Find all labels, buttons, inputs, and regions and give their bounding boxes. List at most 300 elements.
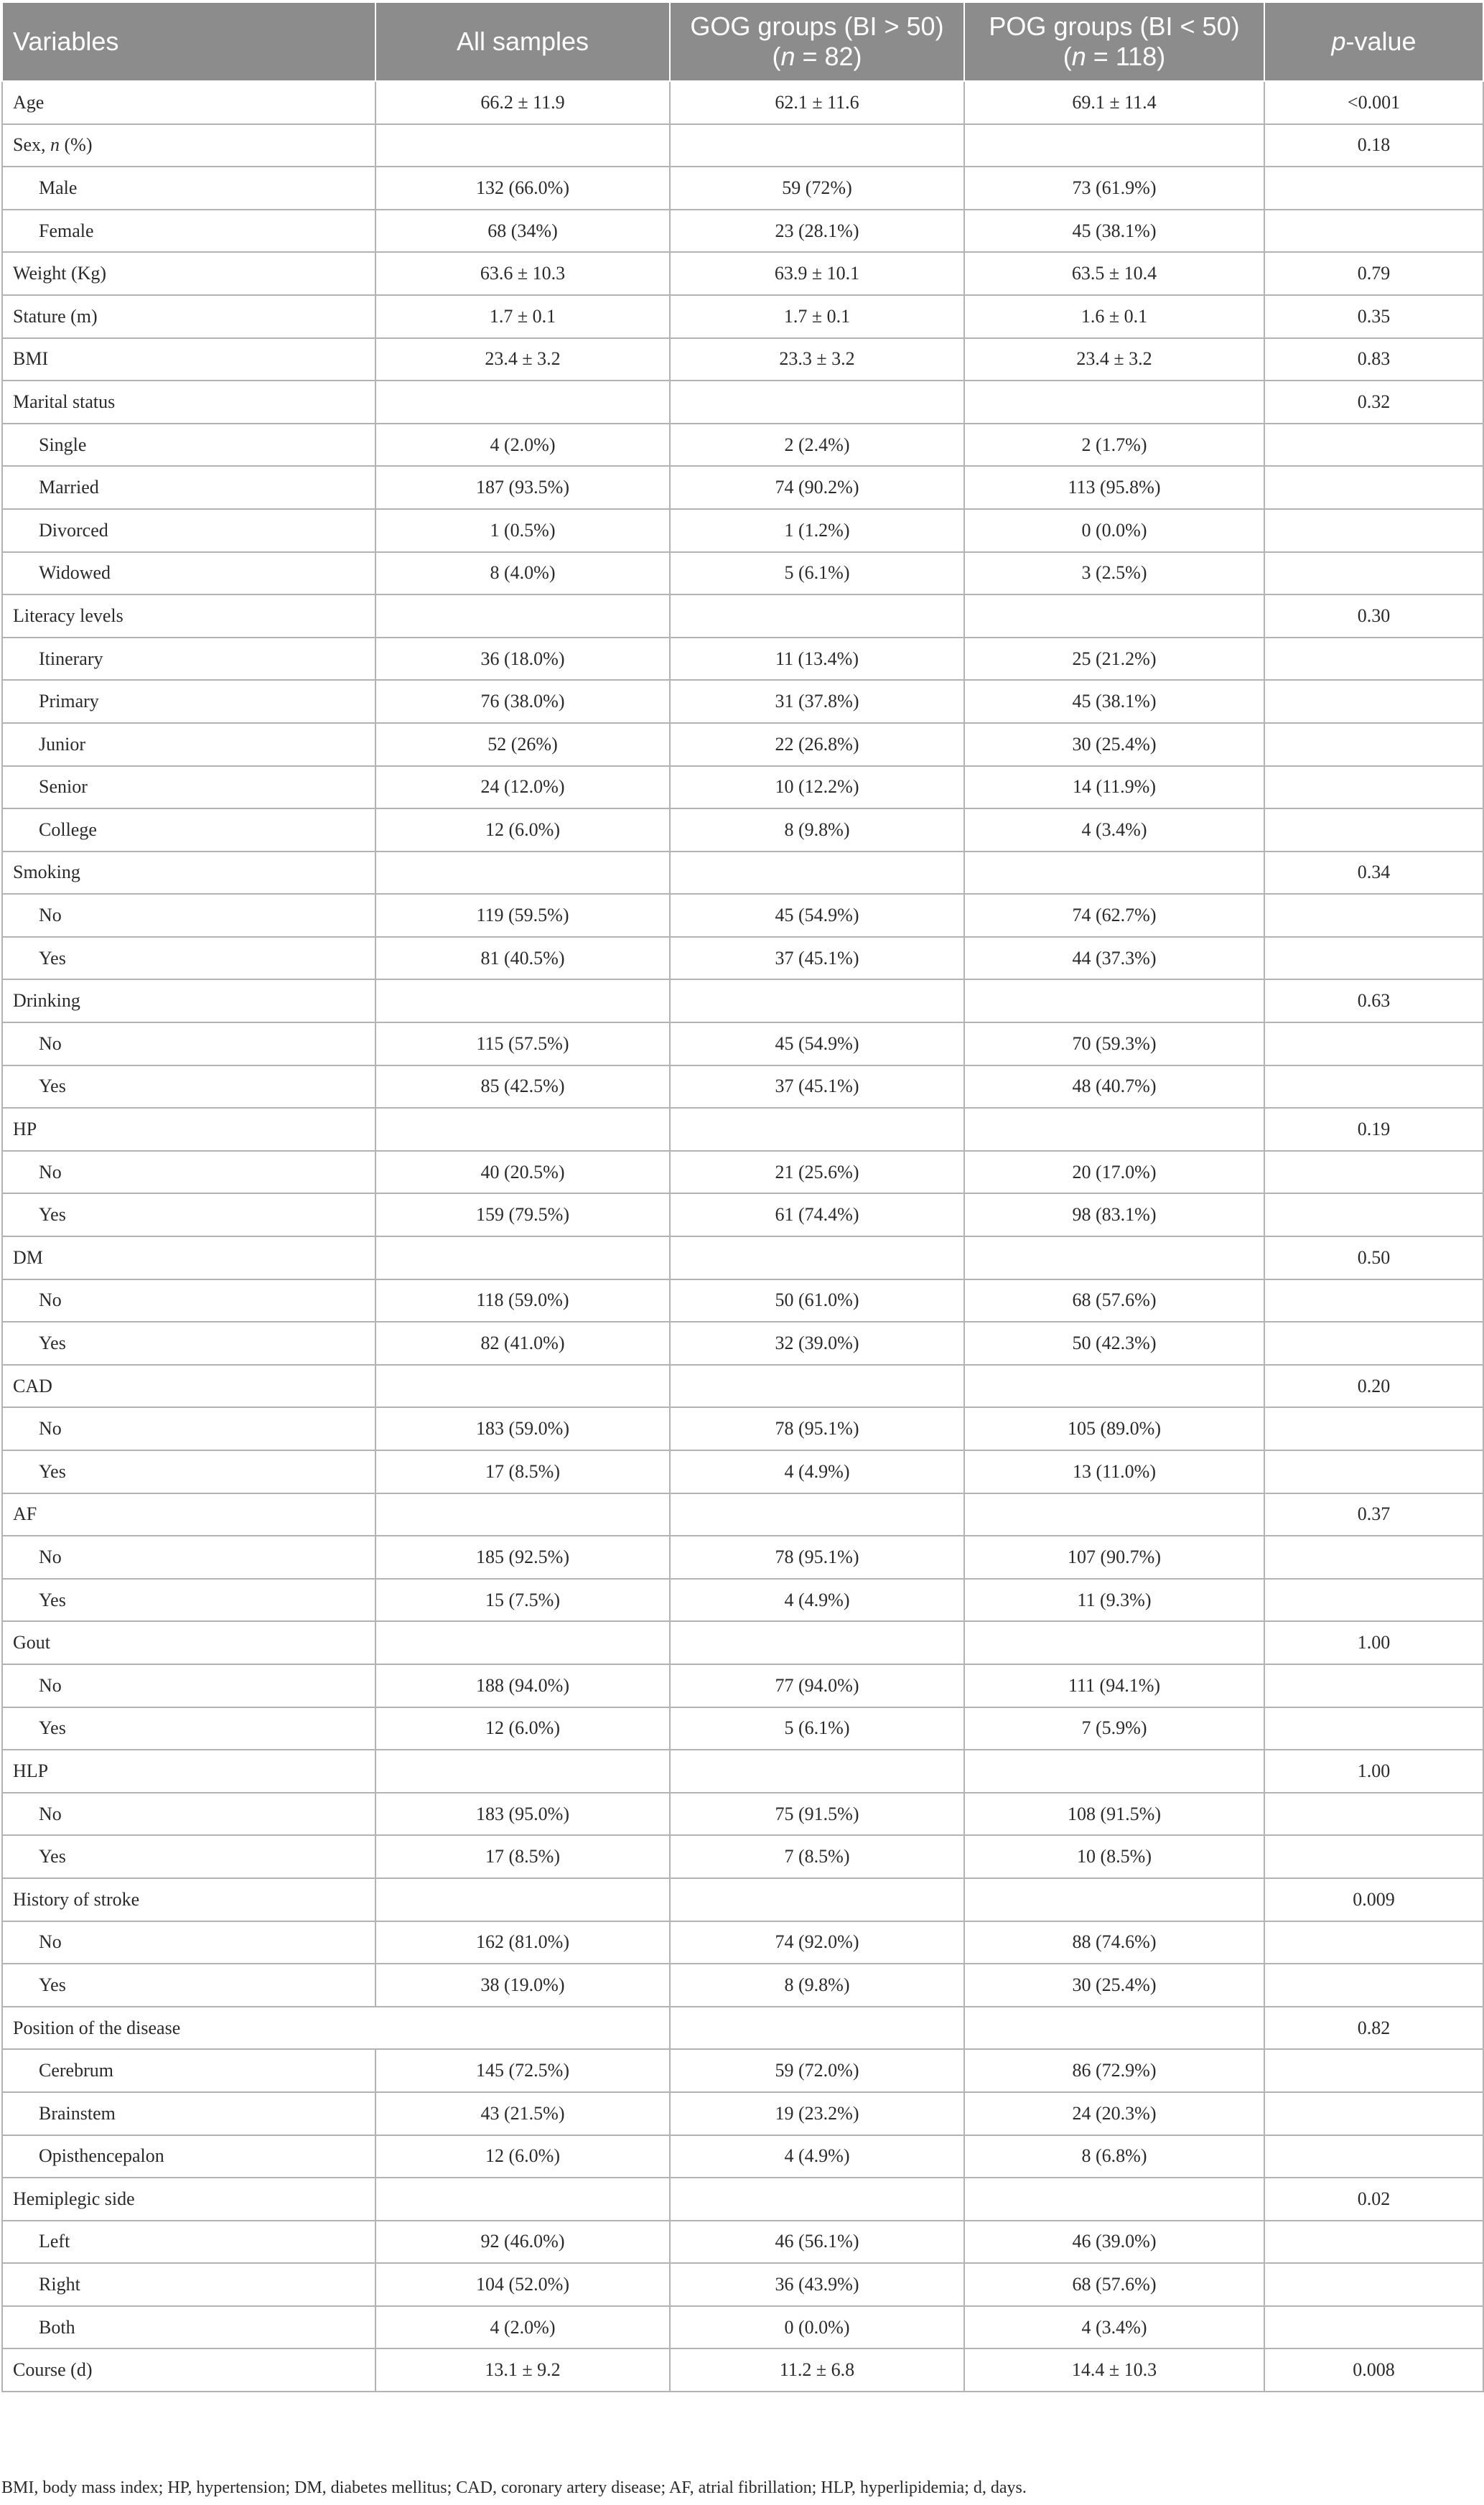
row-label: Smoking — [2, 852, 375, 895]
cell-gog — [670, 124, 964, 167]
cell-pog — [964, 1108, 1264, 1151]
cell-gog — [670, 852, 964, 895]
row-label: Marital status — [2, 381, 375, 424]
cell-p-value — [1264, 2306, 1483, 2349]
cell-p-value — [1264, 808, 1483, 852]
row-label: Age — [2, 81, 375, 124]
cell-all-samples: 12 (6.0%) — [375, 2135, 670, 2178]
cell-all-samples: 188 (94.0%) — [375, 1664, 670, 1707]
cell-gog — [670, 1750, 964, 1793]
row-label: Single — [2, 424, 375, 467]
cell-p-value — [1264, 766, 1483, 809]
cell-all-samples: 17 (8.5%) — [375, 1835, 670, 1878]
cell-gog: 23 (28.1%) — [670, 210, 964, 253]
cell-gog: 31 (37.8%) — [670, 680, 964, 723]
table-row — [2, 680, 1483, 723]
table-row — [2, 1493, 1483, 1536]
row-label: No — [2, 1664, 375, 1707]
cell-all-samples: 38 (19.0%) — [375, 1964, 670, 2007]
cell-gog: 1 (1.2%) — [670, 509, 964, 552]
table-row — [2, 638, 1483, 681]
cell-gog: 32 (39.0%) — [670, 1322, 964, 1365]
table-row — [2, 2178, 1483, 2221]
cell-p-value: 0.50 — [1264, 1236, 1483, 1279]
characteristics-table — [1, 1, 1484, 2392]
cell-gog: 11 (13.4%) — [670, 638, 964, 681]
cell-all-samples: 4 (2.0%) — [375, 424, 670, 467]
cell-gog — [670, 1365, 964, 1408]
cell-pog: 45 (38.1%) — [964, 210, 1264, 253]
cell-p-value: 1.00 — [1264, 1621, 1483, 1664]
cell-p-value — [1264, 2049, 1483, 2092]
cell-gog: 36 (43.9%) — [670, 2263, 964, 2306]
cell-p-value — [1264, 1279, 1483, 1323]
cell-all-samples: 119 (59.5%) — [375, 894, 670, 937]
cell-all-samples — [375, 1621, 670, 1664]
table-row — [2, 766, 1483, 809]
row-label: Married — [2, 466, 375, 509]
table-row — [2, 2263, 1483, 2306]
row-label: Literacy levels — [2, 594, 375, 638]
cell-pog: 107 (90.7%) — [964, 1536, 1264, 1579]
table-row — [2, 979, 1483, 1022]
row-label: History of stroke — [2, 1878, 375, 1921]
cell-p-value — [1264, 2092, 1483, 2135]
row-label: Itinerary — [2, 638, 375, 681]
cell-pog: 4 (3.4%) — [964, 808, 1264, 852]
cell-all-samples: 85 (42.5%) — [375, 1065, 670, 1109]
cell-gog: 50 (61.0%) — [670, 1279, 964, 1323]
row-label: HP — [2, 1108, 375, 1151]
row-label: Yes — [2, 1450, 375, 1493]
table-row — [2, 509, 1483, 552]
cell-p-value — [1264, 1707, 1483, 1750]
cell-p-value: <0.001 — [1264, 81, 1483, 124]
table-row — [2, 2007, 1483, 2050]
cell-all-samples — [375, 124, 670, 167]
cell-pog: 14 (11.9%) — [964, 766, 1264, 809]
table-row — [2, 1365, 1483, 1408]
cell-pog: 4 (3.4%) — [964, 2306, 1264, 2349]
cell-pog: 88 (74.6%) — [964, 1921, 1264, 1964]
cell-all-samples — [375, 381, 670, 424]
table-row — [2, 1279, 1483, 1323]
cell-pog — [964, 852, 1264, 895]
cell-all-samples — [375, 1236, 670, 1279]
cell-gog — [670, 594, 964, 638]
table-row — [2, 852, 1483, 895]
cell-gog — [670, 979, 964, 1022]
cell-all-samples: 15 (7.5%) — [375, 1579, 670, 1622]
table-row — [2, 466, 1483, 509]
cell-all-samples: 52 (26%) — [375, 723, 670, 766]
cell-pog — [964, 381, 1264, 424]
row-label: Yes — [2, 1579, 375, 1622]
cell-pog: 74 (62.7%) — [964, 894, 1264, 937]
table-container — [1, 1, 1483, 2392]
table-row — [2, 1236, 1483, 1279]
row-label: College — [2, 808, 375, 852]
table-row — [2, 210, 1483, 253]
row-label: No — [2, 1407, 375, 1450]
table-row — [2, 1450, 1483, 1493]
cell-pog — [964, 2178, 1264, 2221]
row-label: No — [2, 1279, 375, 1323]
cell-p-value — [1264, 509, 1483, 552]
cell-p-value — [1264, 1065, 1483, 1109]
cell-pog: 98 (83.1%) — [964, 1193, 1264, 1236]
cell-gog: 37 (45.1%) — [670, 1065, 964, 1109]
row-label: Female — [2, 210, 375, 253]
row-label: DM — [2, 1236, 375, 1279]
table-row — [2, 1322, 1483, 1365]
cell-gog: 4 (4.9%) — [670, 2135, 964, 2178]
cell-pog: 11 (9.3%) — [964, 1579, 1264, 1622]
cell-pog: 108 (91.5%) — [964, 1793, 1264, 1836]
cell-pog: 1.6 ± 0.1 — [964, 295, 1264, 338]
cell-all-samples: 183 (59.0%) — [375, 1407, 670, 1450]
cell-all-samples — [375, 1108, 670, 1151]
row-label: BMI — [2, 338, 375, 381]
header-gog-n-value: = 82) — [795, 42, 862, 71]
cell-all-samples: 1 (0.5%) — [375, 509, 670, 552]
cell-pog: 45 (38.1%) — [964, 680, 1264, 723]
cell-gog: 77 (94.0%) — [670, 1664, 964, 1707]
cell-gog: 11.2 ± 6.8 — [670, 2348, 964, 2392]
cell-p-value — [1264, 1964, 1483, 2007]
cell-p-value: 0.20 — [1264, 1365, 1483, 1408]
cell-pog: 105 (89.0%) — [964, 1407, 1264, 1450]
table-row — [2, 1664, 1483, 1707]
cell-pog: 8 (6.8%) — [964, 2135, 1264, 2178]
cell-pog: 24 (20.3%) — [964, 2092, 1264, 2135]
cell-gog: 45 (54.9%) — [670, 894, 964, 937]
cell-all-samples: 66.2 ± 11.9 — [375, 81, 670, 124]
row-label: Primary — [2, 680, 375, 723]
cell-gog — [670, 1493, 964, 1536]
cell-gog: 10 (12.2%) — [670, 766, 964, 809]
header-pog-n: n — [1071, 42, 1086, 71]
cell-pog: 3 (2.5%) — [964, 552, 1264, 595]
cell-pog — [964, 594, 1264, 638]
table-footnote: BMI, body mass index; HP, hypertension; DM, diabetes mellitus; CAD, coronary artery disease; AF, atrial fibrillation; HLP, hyperlipidemia; d, days. — [1, 2478, 1027, 2497]
cell-all-samples — [375, 1750, 670, 1793]
row-label: Divorced — [2, 509, 375, 552]
cell-p-value — [1264, 466, 1483, 509]
row-label: Yes — [2, 1964, 375, 2007]
cell-pog: 14.4 ± 10.3 — [964, 2348, 1264, 2392]
cell-gog: 74 (90.2%) — [670, 466, 964, 509]
table-row — [2, 808, 1483, 852]
cell-p-value — [1264, 937, 1483, 980]
cell-gog: 74 (92.0%) — [670, 1921, 964, 1964]
row-label: Widowed — [2, 552, 375, 595]
cell-all-samples — [375, 594, 670, 638]
cell-gog: 4 (4.9%) — [670, 1450, 964, 1493]
cell-pog: 86 (72.9%) — [964, 2049, 1264, 2092]
cell-pog: 113 (95.8%) — [964, 466, 1264, 509]
cell-pog — [964, 1878, 1264, 1921]
cell-pog — [964, 1236, 1264, 1279]
header-gog-n: n — [780, 42, 795, 71]
cell-pog: 73 (61.9%) — [964, 167, 1264, 210]
row-label: Yes — [2, 937, 375, 980]
row-label: Left — [2, 2221, 375, 2264]
cell-pog: 2 (1.7%) — [964, 424, 1264, 467]
cell-p-value — [1264, 723, 1483, 766]
header-p-value — [1264, 2, 1483, 81]
cell-gog: 21 (25.6%) — [670, 1151, 964, 1194]
cell-all-samples: 12 (6.0%) — [375, 1707, 670, 1750]
cell-p-value: 1.00 — [1264, 1750, 1483, 1793]
table-row — [2, 1108, 1483, 1151]
cell-gog: 7 (8.5%) — [670, 1835, 964, 1878]
row-label: Opisthencepalon — [2, 2135, 375, 2178]
row-label: Both — [2, 2306, 375, 2349]
table-row — [2, 1921, 1483, 1964]
table-row — [2, 1536, 1483, 1579]
cell-all-samples: 36 (18.0%) — [375, 638, 670, 681]
table-row — [2, 1065, 1483, 1109]
row-label: Right — [2, 2263, 375, 2306]
cell-p-value — [1264, 2135, 1483, 2178]
cell-gog: 61 (74.4%) — [670, 1193, 964, 1236]
cell-pog: 69.1 ± 11.4 — [964, 81, 1264, 124]
cell-pog: 68 (57.6%) — [964, 2263, 1264, 2306]
row-label: Junior — [2, 723, 375, 766]
table-row — [2, 1878, 1483, 1921]
cell-gog: 19 (23.2%) — [670, 2092, 964, 2135]
table-row — [2, 1750, 1483, 1793]
table-row — [2, 1022, 1483, 1065]
cell-pog: 111 (94.1%) — [964, 1664, 1264, 1707]
cell-all-samples: 63.6 ± 10.3 — [375, 252, 670, 295]
cell-all-samples — [375, 2178, 670, 2221]
header-all-samples: All samples — [375, 2, 670, 81]
cell-p-value — [1264, 638, 1483, 681]
cell-p-value — [1264, 167, 1483, 210]
table-row — [2, 1835, 1483, 1878]
cell-pog — [964, 1365, 1264, 1408]
cell-pog — [964, 2007, 1264, 2050]
table-row — [2, 723, 1483, 766]
row-label: Course (d) — [2, 2348, 375, 2392]
cell-gog: 0 (0.0%) — [670, 2306, 964, 2349]
cell-all-samples: 17 (8.5%) — [375, 1450, 670, 1493]
cell-all-samples: 43 (21.5%) — [375, 2092, 670, 2135]
cell-gog: 45 (54.9%) — [670, 1022, 964, 1065]
row-label: Yes — [2, 1065, 375, 1109]
table-row — [2, 2221, 1483, 2264]
cell-all-samples: 162 (81.0%) — [375, 1921, 670, 1964]
row-label: No — [2, 1921, 375, 1964]
row-label: No — [2, 1793, 375, 1836]
row-label: Brainstem — [2, 2092, 375, 2135]
cell-all-samples: 13.1 ± 9.2 — [375, 2348, 670, 2392]
cell-gog: 5 (6.1%) — [670, 552, 964, 595]
cell-pog — [964, 124, 1264, 167]
cell-all-samples: 115 (57.5%) — [375, 1022, 670, 1065]
cell-p-value: 0.82 — [1264, 2007, 1483, 2050]
cell-gog: 5 (6.1%) — [670, 1707, 964, 1750]
cell-p-value: 0.37 — [1264, 1493, 1483, 1536]
cell-gog: 1.7 ± 0.1 — [670, 295, 964, 338]
cell-p-value — [1264, 552, 1483, 595]
cell-pog: 10 (8.5%) — [964, 1835, 1264, 1878]
table-row — [2, 81, 1483, 124]
cell-pog — [964, 979, 1264, 1022]
table-row — [2, 124, 1483, 167]
cell-p-value: 0.32 — [1264, 381, 1483, 424]
row-label: Position of the disease — [2, 2007, 670, 2050]
cell-pog: 44 (37.3%) — [964, 937, 1264, 980]
cell-p-value — [1264, 1193, 1483, 1236]
header-pog-line1: POG groups (BI < 50) — [989, 11, 1240, 41]
cell-all-samples: 183 (95.0%) — [375, 1793, 670, 1836]
cell-gog: 23.3 ± 3.2 — [670, 338, 964, 381]
cell-p-value — [1264, 2221, 1483, 2264]
header-p-rest: -value — [1345, 27, 1417, 56]
cell-all-samples — [375, 1878, 670, 1921]
cell-pog: 13 (11.0%) — [964, 1450, 1264, 1493]
cell-gog — [670, 1878, 964, 1921]
row-label: Hemiplegic side — [2, 2178, 375, 2221]
cell-all-samples: 40 (20.5%) — [375, 1151, 670, 1194]
row-label: Yes — [2, 1193, 375, 1236]
header-gog-groups: GOG groups (BI > 50) (n = 82) — [670, 2, 964, 81]
cell-all-samples: 187 (93.5%) — [375, 466, 670, 509]
cell-all-samples — [375, 1365, 670, 1408]
cell-all-samples: 8 (4.0%) — [375, 552, 670, 595]
cell-gog: 75 (91.5%) — [670, 1793, 964, 1836]
cell-p-value: 0.18 — [1264, 124, 1483, 167]
cell-gog: 46 (56.1%) — [670, 2221, 964, 2264]
table-row — [2, 552, 1483, 595]
table-row — [2, 424, 1483, 467]
cell-pog — [964, 1750, 1264, 1793]
cell-p-value — [1264, 424, 1483, 467]
table-row — [2, 2348, 1483, 2392]
cell-p-value — [1264, 1835, 1483, 1878]
cell-gog: 4 (4.9%) — [670, 1579, 964, 1622]
table-row — [2, 2306, 1483, 2349]
cell-pog: 7 (5.9%) — [964, 1707, 1264, 1750]
row-label: CAD — [2, 1365, 375, 1408]
header-pog-n-value: = 118) — [1086, 42, 1166, 71]
cell-gog — [670, 1108, 964, 1151]
table-row — [2, 1707, 1483, 1750]
cell-pog: 46 (39.0%) — [964, 2221, 1264, 2264]
cell-all-samples — [375, 979, 670, 1022]
table-row — [2, 1964, 1483, 2007]
table-row — [2, 381, 1483, 424]
cell-p-value — [1264, 1322, 1483, 1365]
cell-gog — [670, 381, 964, 424]
table-row — [2, 1151, 1483, 1194]
cell-p-value — [1264, 1536, 1483, 1579]
cell-p-value: 0.83 — [1264, 338, 1483, 381]
cell-all-samples: 159 (79.5%) — [375, 1193, 670, 1236]
cell-p-value — [1264, 2263, 1483, 2306]
cell-all-samples: 145 (72.5%) — [375, 2049, 670, 2092]
cell-all-samples: 4 (2.0%) — [375, 2306, 670, 2349]
table-row — [2, 2092, 1483, 2135]
header-variables: Variables — [2, 2, 375, 81]
cell-p-value: 0.79 — [1264, 252, 1483, 295]
cell-pog: 63.5 ± 10.4 — [964, 252, 1264, 295]
cell-gog — [670, 1236, 964, 1279]
cell-p-value — [1264, 1921, 1483, 1964]
table-row — [2, 1621, 1483, 1664]
row-label: Drinking — [2, 979, 375, 1022]
header-gog-line1: GOG groups (BI > 50) — [690, 11, 944, 41]
cell-all-samples: 92 (46.0%) — [375, 2221, 670, 2264]
cell-gog: 62.1 ± 11.6 — [670, 81, 964, 124]
row-label: No — [2, 894, 375, 937]
cell-all-samples: 1.7 ± 0.1 — [375, 295, 670, 338]
row-label: Yes — [2, 1707, 375, 1750]
cell-all-samples: 132 (66.0%) — [375, 167, 670, 210]
table-row — [2, 1579, 1483, 1622]
cell-gog: 63.9 ± 10.1 — [670, 252, 964, 295]
cell-p-value — [1264, 1407, 1483, 1450]
cell-pog — [964, 1493, 1264, 1536]
table-body — [2, 81, 1483, 2392]
cell-all-samples: 82 (41.0%) — [375, 1322, 670, 1365]
row-label: Yes — [2, 1322, 375, 1365]
cell-p-value: 0.19 — [1264, 1108, 1483, 1151]
cell-gog: 22 (26.8%) — [670, 723, 964, 766]
cell-pog — [964, 1621, 1264, 1664]
table-row — [2, 594, 1483, 638]
table-header — [2, 2, 1483, 81]
header-row — [2, 2, 1483, 81]
cell-pog: 20 (17.0%) — [964, 1151, 1264, 1194]
cell-p-value — [1264, 1793, 1483, 1836]
cell-gog — [670, 1621, 964, 1664]
cell-p-value: 0.34 — [1264, 852, 1483, 895]
row-label: Senior — [2, 766, 375, 809]
cell-all-samples: 68 (34%) — [375, 210, 670, 253]
table-row — [2, 295, 1483, 338]
cell-all-samples: 12 (6.0%) — [375, 808, 670, 852]
cell-p-value: 0.009 — [1264, 1878, 1483, 1921]
table-row — [2, 252, 1483, 295]
cell-pog: 70 (59.3%) — [964, 1022, 1264, 1065]
row-label: AF — [2, 1493, 375, 1536]
cell-gog: 59 (72%) — [670, 167, 964, 210]
row-label: Male — [2, 167, 375, 210]
cell-gog: 8 (9.8%) — [670, 1964, 964, 2007]
cell-gog: 37 (45.1%) — [670, 937, 964, 980]
cell-pog: 30 (25.4%) — [964, 1964, 1264, 2007]
table-row — [2, 1793, 1483, 1836]
table-row — [2, 894, 1483, 937]
row-label: Sex, n (%) — [2, 124, 375, 167]
cell-p-value — [1264, 210, 1483, 253]
cell-all-samples: 185 (92.5%) — [375, 1536, 670, 1579]
cell-p-value: 0.30 — [1264, 594, 1483, 638]
row-label: Cerebrum — [2, 2049, 375, 2092]
cell-pog: 30 (25.4%) — [964, 723, 1264, 766]
table-row — [2, 2135, 1483, 2178]
cell-p-value: 0.63 — [1264, 979, 1483, 1022]
cell-gog: 59 (72.0%) — [670, 2049, 964, 2092]
row-label: No — [2, 1536, 375, 1579]
cell-gog — [670, 2007, 964, 2050]
row-label: Yes — [2, 1835, 375, 1878]
cell-p-value — [1264, 1151, 1483, 1194]
